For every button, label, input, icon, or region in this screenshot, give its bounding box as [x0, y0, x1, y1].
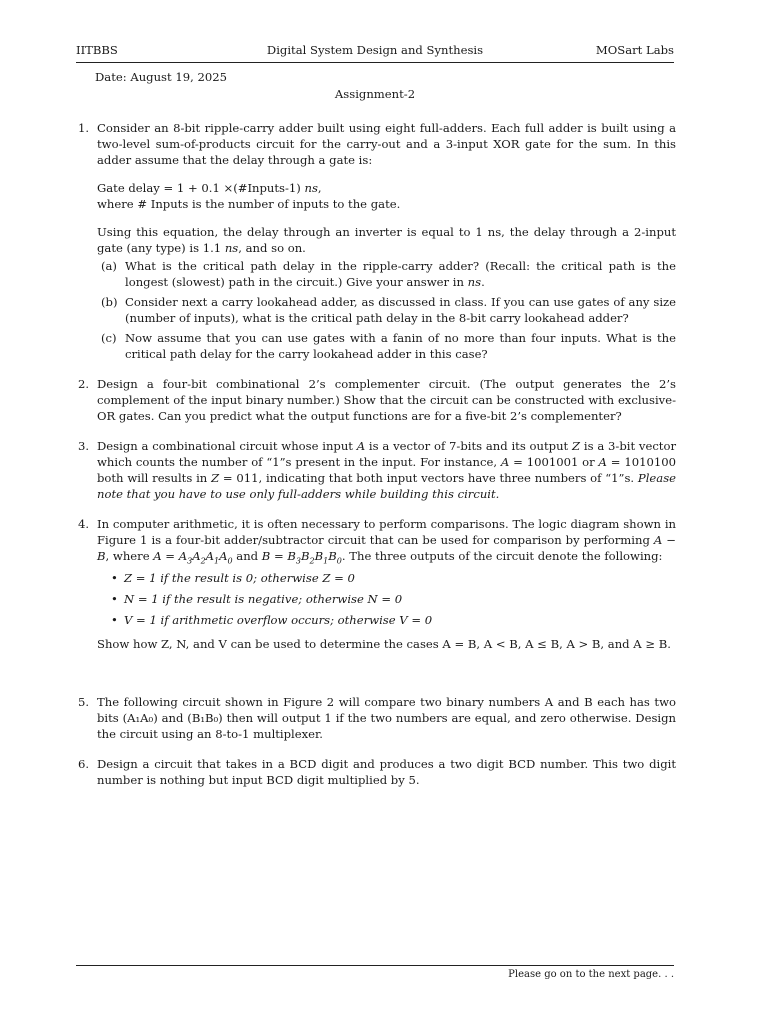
header-lab-name: MOSart Labs — [595, 43, 674, 57]
q4-expr-a-minus-b: A — [653, 533, 663, 547]
bullet-icon: • — [111, 613, 118, 627]
footer-rule — [76, 965, 674, 966]
subquestion-c — [97, 330, 676, 362]
question-5 — [78, 694, 676, 742]
q3-var-z: Z — [211, 471, 220, 485]
q3-seg: Design a combinational circuit whose input — [97, 439, 357, 453]
question-1-paragraph — [97, 224, 676, 256]
q3-seg: = 011, indicating that both input vectors have three numbers of “1”s. — [219, 471, 638, 485]
bullet-text: N = 1 if the result is negative; otherwise N = 0 — [124, 592, 403, 606]
q4-text: . The three outputs of the circuit denote the following: — [341, 549, 663, 563]
formula-note: where # Inputs is the number of inputs to the gate. — [97, 197, 401, 211]
q4-var-b: B — [97, 549, 106, 563]
question-1-intro: Consider an 8-bit ripple-carry adder built using eight full-adders. Each full adder is built using a two-level sum-of-products circuit for the carry-out and a 3-input XOR gate for the sum. In this adder assume that the delay through a gate is: — [97, 121, 676, 167]
subquestion-a-text: What is the critical path delay in the ripple-carry adder? (Recall: the critical path is the longest (slowest) path in the circuit.) Give your answer in — [125, 259, 676, 289]
subquestion-c-text: Now assume that you can use gates with a fanin of no more than four inputs. What is the critical path delay for the carry lookahead adder in this case? — [125, 331, 676, 361]
question-number: 6. — [78, 757, 90, 771]
question-3 — [78, 438, 676, 502]
para-prefix: Using this equation, the delay through an inverter is equal to 1 ns, the delay through a 2-input gate (any type) is 1.1 — [97, 225, 676, 255]
bullet-text: Z = 1 if the result is 0; otherwise Z = 0 — [124, 571, 355, 585]
q4-text: In computer arithmetic, it is often necessary to perform comparisons. The logic diagram shown in Figure 1 is a four-bit adder/subtractor circuit that can be used for comparison by performing — [97, 517, 676, 547]
question-2-text: Design a four-bit combinational 2’s complementer circuit. (The output generates the 2’s complement of the input binary number.) Show that the circuit can be constructed with exclusive-OR gates. Can you predict what the output functions are for a five-bit 2’s complementer? — [97, 377, 676, 423]
question-number: 5. — [78, 695, 90, 709]
bullet-text: V = 1 if arithmetic overflow occurs; otherwise V = 0 — [124, 613, 433, 627]
para-unit: ns — [224, 241, 239, 255]
question-3-text — [97, 438, 676, 502]
subquestion-label: (c) — [101, 331, 117, 345]
bullet-icon: • — [111, 571, 118, 585]
q4-text: and — [232, 549, 262, 563]
question-4-intro: In computer arithmetic, it is often necessary to perform comparisons. The logic diagram shown in Figure 1 is a four-bit adder/subtractor circuit that can be used for comparison by performing A − B, where $A = A_3A_2A_1A_0$ and $B = B_3B_2B_1B_0$. The three outputs of the circuit denote the following: — [97, 517, 677, 566]
bullet-z-output — [97, 570, 676, 586]
q4-b-bits: $B_3B_2B_1B_0$ — [287, 549, 342, 566]
q3-note: Please note that you have to use only full-adders while building this circuit. — [97, 471, 676, 501]
subquestion-a-unit: ns — [467, 275, 482, 289]
subquestion-label: (a) — [101, 259, 117, 273]
q4-expr-a-bits: A — [153, 549, 162, 563]
question-2 — [78, 376, 676, 424]
assignment-title: Assignment-2 — [334, 87, 416, 101]
subquestion-a-suffix: . — [481, 275, 485, 289]
subquestion-b — [97, 294, 676, 326]
question-number: 2. — [78, 377, 90, 391]
assignment-date: Date: August 19, 2025 — [95, 70, 227, 84]
running-header — [76, 42, 674, 58]
output-definition-list — [97, 570, 676, 628]
formula-unit: ns — [304, 181, 318, 195]
bullet-n-output — [97, 591, 676, 607]
subquestion-list — [97, 258, 676, 362]
bullet-icon: • — [111, 592, 118, 606]
header-rule — [76, 62, 674, 63]
q3-seg: is a 3-bit vector which counts the number of “1”s present in the input. For instance, — [97, 439, 676, 469]
q3-seg: = 1001001 or — [509, 455, 599, 469]
q3-var-a: A — [356, 439, 366, 453]
subquestion-label: (b) — [101, 295, 118, 309]
question-1 — [78, 120, 676, 362]
question-list — [78, 120, 676, 788]
footer-next-page-note: Please go on to the next page. . . — [508, 969, 674, 980]
para-suffix: , and so on. — [238, 241, 306, 255]
question-4-closing: Show how Z, N, and V can be used to determine the cases A = B, A < B, A ≤ B, A > B, and A ≥ B. — [97, 637, 671, 651]
q3-var-z: Z — [572, 439, 581, 453]
question-number: 4. — [78, 517, 90, 531]
q4-expr-b-bits: B — [261, 549, 271, 563]
header-institution: IITBBS — [76, 43, 118, 57]
question-6-text: Design a circuit that takes in a BCD digit and produces a two digit BCD number. This two digit number is nothing but input BCD digit multiplied by 5. — [97, 757, 676, 787]
question-5-text: The following circuit shown in Figure 2 will compare two binary numbers A and B each has two bits (A₁A₀) and (B₁B₀) then will output 1 if the two numbers are equal, and zero otherwise. Design the circuit using an 8-to-1 multiplexer. — [97, 695, 676, 741]
q3-seg: = 1010100 both will results in — [97, 455, 676, 485]
question-body — [78, 120, 676, 802]
gate-delay-formula — [97, 180, 676, 196]
subquestion-a — [97, 258, 676, 290]
q3-var-a: A — [500, 455, 510, 469]
header-course-title: Digital System Design and Synthesis — [266, 43, 484, 57]
q3-var-a: A — [598, 455, 607, 469]
bullet-v-output — [97, 612, 676, 628]
question-number: 3. — [78, 439, 90, 453]
question-4 — [78, 516, 676, 652]
q3-seg: is a vector of 7-bits and its output — [365, 439, 573, 453]
formula-prefix: Gate delay = 1 + 0.1 ×(#Inputs-1) — [97, 181, 305, 195]
q4-a-bits: $A_3A_2A_1A_0$ — [178, 549, 233, 566]
subquestion-b-text: Consider next a carry lookahead adder, as discussed in class. If you can use gates of any size (number of inputs), what is the critical path delay in the 8-bit carry lookahead adder? — [125, 295, 676, 325]
question-number: 1. — [78, 121, 90, 135]
formula-suffix: , — [317, 181, 322, 195]
question-6 — [78, 756, 676, 788]
q4-text: , where — [105, 549, 154, 563]
